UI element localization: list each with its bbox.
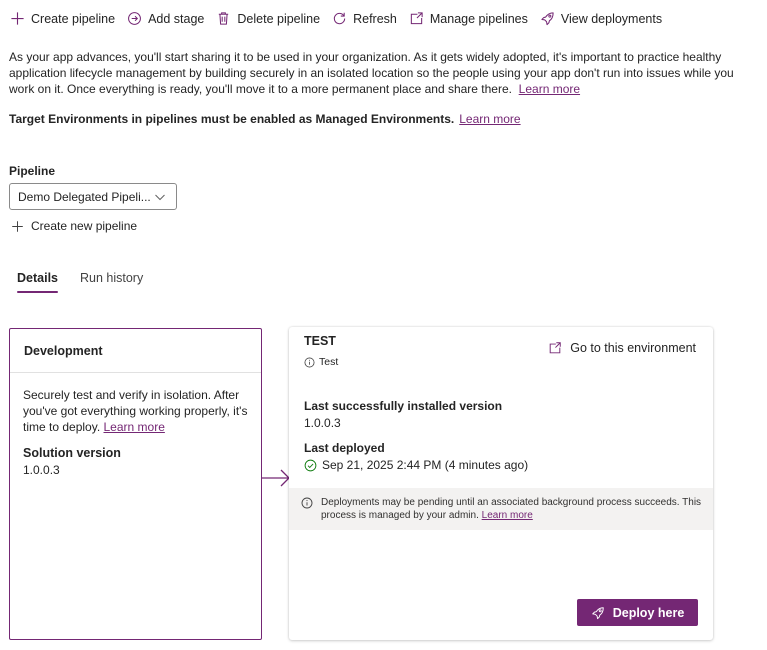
view-deployments-label: View deployments	[560, 11, 663, 26]
delete-icon	[216, 11, 231, 26]
add-icon	[10, 11, 25, 26]
create-new-pipeline-button[interactable]	[11, 219, 137, 233]
success-check-icon	[304, 459, 317, 472]
add-stage-button[interactable]	[125, 6, 210, 32]
last-deployed-label: Last deployed	[304, 441, 385, 455]
tab-details[interactable]: Details	[9, 265, 66, 293]
test-stage-title: TEST	[304, 334, 336, 348]
intro-paragraph	[9, 49, 739, 97]
command-bar	[0, 0, 767, 37]
managed-env-notice	[9, 112, 521, 126]
intro-learn-more-link[interactable]: Learn more	[518, 82, 581, 96]
refresh-button[interactable]	[330, 6, 403, 32]
manage-pipelines-button[interactable]	[407, 6, 534, 32]
pending-info-message	[321, 496, 703, 530]
intro-text: As your app advances, you'll start sharing it to be used in your organization. As it gets widely adopted, it's important to practice healthy application lifecycle management by building securely in an isolated location so the people using your app don't run into issues while you work on it. Once everything is ready, you'll move it to a more permanent place and share there.	[9, 50, 734, 96]
view-deployments-button[interactable]	[538, 6, 668, 32]
development-description-text: Securely test and verify in isolation. After you've got everything working properly, it's time to deploy.	[23, 388, 248, 434]
deploy-here-label: Deploy here	[612, 605, 685, 620]
development-learn-more-link[interactable]: Learn more	[103, 420, 165, 434]
last-deployed-value: Sep 21, 2025 2:44 PM (4 minutes ago)	[322, 458, 529, 472]
test-stage-subtitle-text: Test	[319, 356, 339, 368]
info-icon	[304, 357, 315, 368]
delete-pipeline-label: Delete pipeline	[237, 11, 321, 26]
add-icon	[11, 220, 24, 233]
chevron-down-icon	[154, 191, 166, 203]
add-circle-arrow-icon	[127, 11, 142, 26]
create-pipeline-button[interactable]	[8, 6, 121, 32]
notice-text: Target Environments in pipelines must be enabled as Managed Environments.	[9, 112, 455, 126]
solution-version-label: Solution version	[23, 446, 121, 460]
stage-arrow-icon	[260, 467, 292, 489]
refresh-label: Refresh	[353, 11, 397, 26]
tab-run-history[interactable]: Run history	[80, 271, 144, 285]
pipeline-selected-value: Demo Delegated Pipeli...	[18, 189, 151, 204]
test-stage-card	[289, 327, 713, 640]
last-deployed-status	[304, 458, 528, 472]
rocket-icon	[540, 11, 555, 26]
development-stage-card[interactable]	[9, 328, 262, 640]
refresh-icon	[332, 11, 347, 26]
info-icon	[301, 497, 313, 509]
pending-info-text: Deployments may be pending until an associated background process succeeds. This process is managed by your admin.	[321, 497, 702, 521]
last-installed-label: Last successfully installed version	[304, 399, 503, 413]
create-pipeline-label: Create pipeline	[31, 11, 116, 26]
go-to-environment-label: Go to this environment	[570, 341, 696, 355]
last-installed-value: 1.0.0.3	[304, 416, 341, 430]
pending-info-learn-more-link[interactable]: Learn more	[481, 510, 533, 521]
rocket-icon	[591, 606, 605, 620]
pipeline-dropdown[interactable]	[9, 183, 177, 210]
go-to-environment-link[interactable]	[548, 341, 696, 355]
development-description	[23, 387, 249, 435]
pipeline-label: Pipeline	[9, 164, 56, 178]
solution-version-value: 1.0.0.3	[23, 463, 60, 477]
notice-learn-more-link[interactable]: Learn more	[459, 112, 521, 126]
pending-info-bar	[289, 488, 713, 530]
open-external-icon	[548, 341, 562, 355]
test-stage-subtitle	[304, 356, 338, 368]
delete-pipeline-button[interactable]	[214, 6, 326, 32]
tab-list	[9, 265, 157, 293]
open-external-icon	[409, 11, 424, 26]
add-stage-label: Add stage	[148, 11, 205, 26]
create-new-pipeline-label: Create new pipeline	[31, 219, 138, 233]
manage-pipelines-label: Manage pipelines	[429, 11, 528, 26]
deploy-here-button[interactable]	[577, 599, 698, 626]
development-title: Development	[10, 329, 261, 373]
